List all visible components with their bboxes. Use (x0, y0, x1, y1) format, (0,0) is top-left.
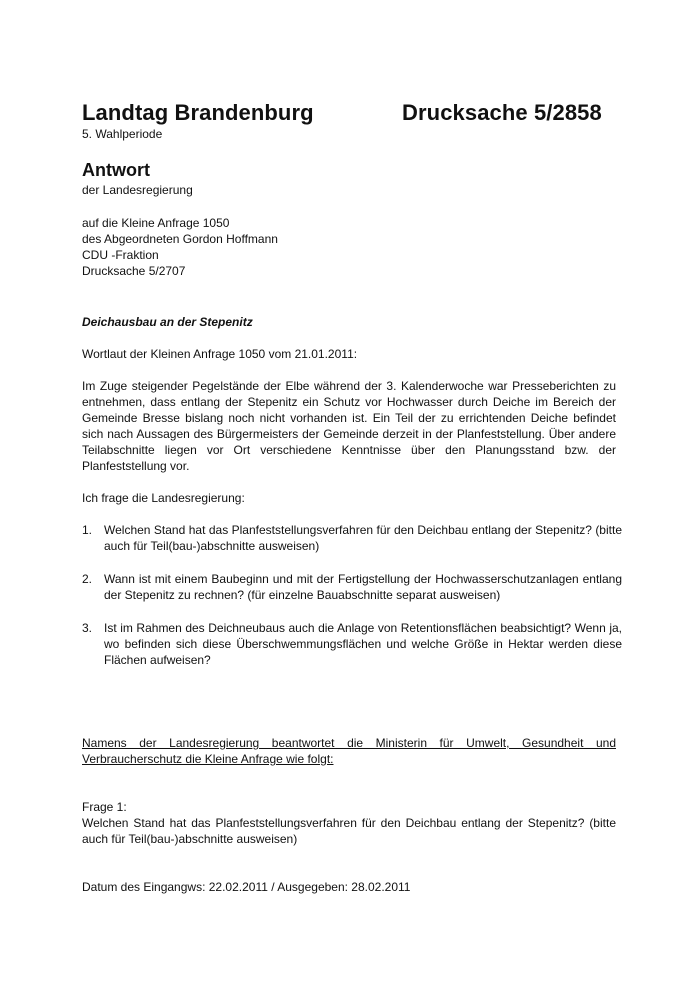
parliament-name: Landtag Brandenburg (82, 100, 314, 125)
question-number: 3. (82, 621, 93, 635)
answer-heading: Antwort (82, 160, 150, 180)
frage-text: Welchen Stand hat das Planfeststellungsverfahren für den Deichbau entlang der Stepenitz? (bitte auch für Teil(bau-)abschnitte ausweisen) (82, 816, 616, 846)
reference-line: Drucksache 5/2707 (82, 264, 186, 278)
answer-intro-line: Verbraucherschutz die Kleine Anfrage wie folgt: (82, 752, 334, 766)
question-item (82, 620, 622, 668)
frage-label: Frage 1: (82, 800, 127, 814)
election-period: 5. Wahlperiode (82, 127, 163, 141)
ask-intro: Ich frage die Landesregierung: (82, 491, 245, 505)
answer-subheading: der Landesregierung (82, 183, 193, 197)
reference-block (82, 215, 278, 279)
drucksache-number: Drucksache 5/2858 (402, 100, 602, 125)
reference-line: auf die Kleine Anfrage 1050 (82, 216, 230, 230)
question-item (82, 522, 622, 554)
wording-intro: Wortlaut der Kleinen Anfrage 1050 vom 21.01.2011: (82, 347, 358, 361)
footer-dates: Datum des Eingangws: 22.02.2011 / Ausgegeben: 28.02.2011 (82, 880, 411, 894)
question-number: 2. (82, 572, 93, 586)
question-text: Welchen Stand hat das Planfeststellungsverfahren für den Deichbau entlang der Stepenitz? (bitte auch für Teil(bau-)abschnitte ausweisen) (104, 523, 622, 553)
intro-paragraph: Im Zuge steigender Pegelstände der Elbe während der 3. Kalenderwoche war Presseberichten zu entnehmen, dass entlang der Stepenitz ein Schutz vor Hochwasser durch Deiche im Bereich der Gemeinde Bresse bislang noch nicht vorhanden ist. Ein Teil der zu errichtenden Deiche befindet sich nach Aussagen des Bürgermeisters der Gemeinde derzeit in der Planfeststellung. Über andere Teilabschnitte liegen vor Ort verschiedene Kenntnisse über den Planungsstand bzw. der Planfeststellung vor. (82, 379, 616, 473)
reference-line: des Abgeordneten Gordon Hoffmann (82, 232, 278, 246)
question-number: 1. (82, 523, 93, 537)
question-text: Wann ist mit einem Baubeginn und mit der Fertigstellung der Hochwasserschutzanlagen entlang der Stepenitz zu rechnen? (für einzelne Bauabschnitte separat ausweisen) (104, 572, 622, 602)
question-item (82, 571, 622, 603)
answer-intro-line: Namens der Landesregierung beantwortet die Ministerin für Umwelt, Gesundheit und (82, 736, 616, 750)
subject-title: Deichausbau an der Stepenitz (82, 315, 253, 329)
reference-line: CDU -Fraktion (82, 248, 159, 262)
question-text: Ist im Rahmen des Deichneubaus auch die Anlage von Retentionsflächen beabsichtigt? Wenn ja, wo befinden sich diese Überschwemmungsflächen und welche Größe in Hektar werden diese Flächen aufweisen? (104, 621, 622, 667)
